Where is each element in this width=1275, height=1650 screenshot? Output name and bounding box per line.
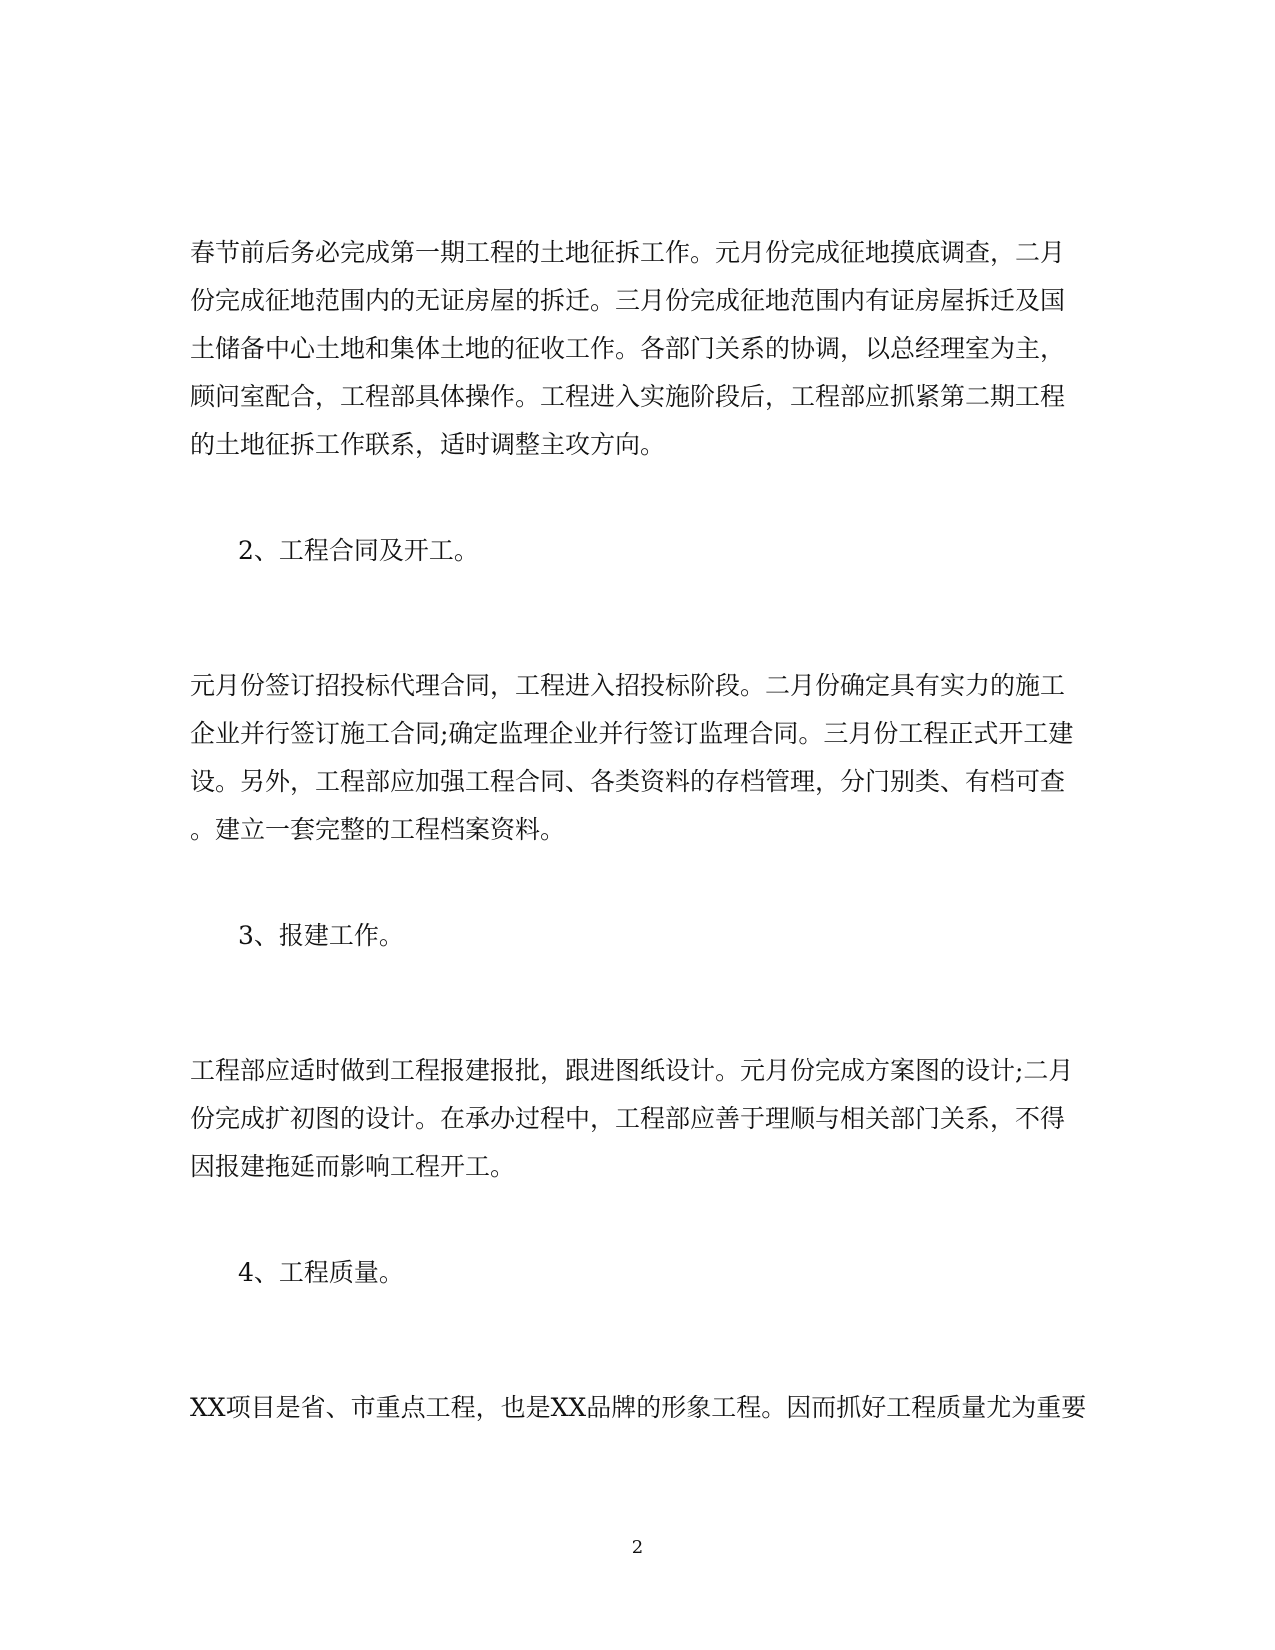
- text-line: 顾问室配合，工程部具体操作。工程进入实施阶段后，工程部应抓紧第二期工程: [190, 382, 1066, 411]
- text-line: 工程部应适时做到工程报建报批，跟进图纸设计。元月份完成方案图的设计;二月: [190, 1056, 1074, 1085]
- text-line: 春节前后务必完成第一期工程的土地征拆工作。元月份完成征地摸底调查，二月: [190, 238, 1066, 267]
- section-heading-quality: 4、工程质量。: [238, 1258, 404, 1287]
- text-line: 。建立一套完整的工程档案资料。: [190, 815, 566, 844]
- paragraph-land-acquisition: [190, 229, 1070, 469]
- text-line: 的土地征拆工作联系，适时调整主攻方向。: [190, 430, 666, 459]
- section-heading-contract: 2、工程合同及开工。: [238, 536, 479, 565]
- text-line: 份完成征地范围内的无证房屋的拆迁。三月份完成征地范围内有证房屋拆迁及国: [190, 286, 1066, 315]
- section-heading-permit: 3、报建工作。: [238, 921, 404, 950]
- text-line: 企业并行签订施工合同;确定监理企业并行签订监理合同。三月份工程正式开工建: [190, 719, 1074, 748]
- text-line: 因报建拖延而影响工程开工。: [190, 1152, 516, 1181]
- text-line: 份完成扩初图的设计。在承办过程中，工程部应善于理顺与相关部门关系，不得: [190, 1104, 1066, 1133]
- text-line: 土储备中心土地和集体土地的征收工作。各部门关系的协调，以总经理室为主，: [190, 334, 1066, 363]
- text-line: 设。另外，工程部应加强工程合同、各类资料的存档管理，分门别类、有档可查: [190, 767, 1066, 796]
- text-line: XX项目是省、市重点工程，也是XX品牌的形象工程。因而抓好工程质量尤为重要: [190, 1393, 1087, 1422]
- paragraph-contract: [190, 662, 1074, 854]
- paragraph-quality: [190, 1384, 1087, 1432]
- page-number: 2: [631, 1537, 644, 1558]
- text-line: 元月份签订招投标代理合同，工程进入招投标阶段。二月份确定具有实力的施工: [190, 671, 1066, 700]
- paragraph-permit: [190, 1047, 1074, 1191]
